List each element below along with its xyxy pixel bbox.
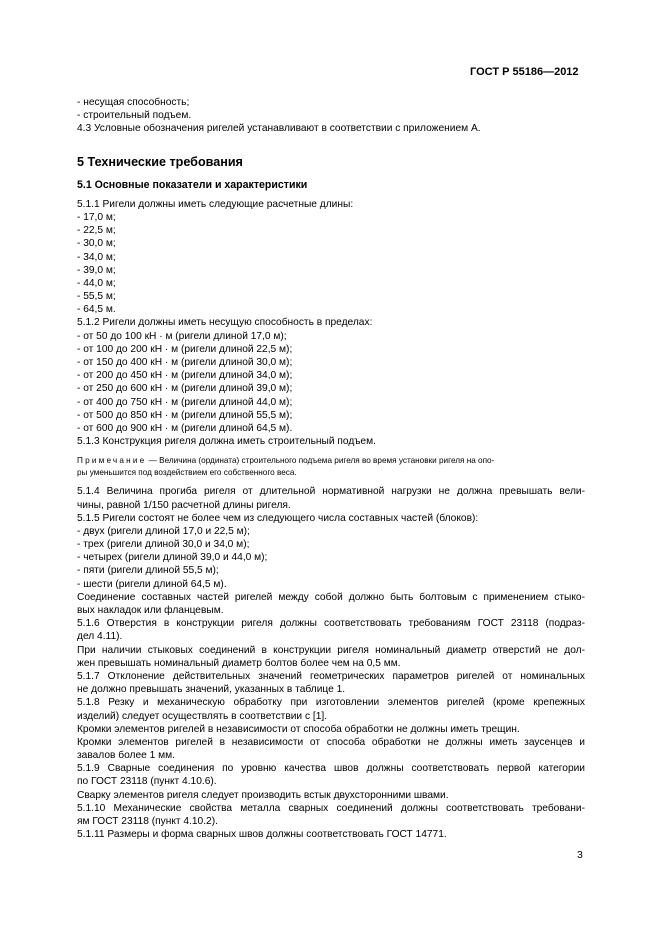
list-item: - от 250 до 600 кН · м (ригели длиной 39,0 м); <box>77 383 293 395</box>
list-item: - пяти (ригели длиной 55,5 м); <box>77 565 219 577</box>
paragraph: ям ГОСТ 23118 (пункт 4.10.2). <box>77 816 218 827</box>
paragraph: Кромки элементов ригелей в независимости от способа обработки не должны иметь трещин. <box>77 723 520 735</box>
paragraph: 5.1.3 Конструкция ригеля должна иметь строительный подъем. <box>77 436 376 448</box>
paragraph: чины, равной 1/150 расчетной длины ригеля. <box>77 499 291 511</box>
page-number: 3 <box>577 849 583 861</box>
paragraph: 5.1.2 Ригели должны иметь несущую способность в пределах: <box>77 317 373 329</box>
paragraph: 5.1.11 Размеры и форма сварных швов должны соответствовать ГОСТ 14771. <box>77 829 447 841</box>
paragraph: жен превышать номинальный диаметр болтов более чем на 0,5 мм. <box>77 657 401 669</box>
list-item: - четырех (ригели длиной 39,0 и 44,0 м); <box>77 552 268 564</box>
list-item: - от 150 до 400 кН · м (ригели длиной 30,0 м); <box>77 357 293 368</box>
paragraph: 5.1.6 Отверстия в конструкции ригеля должны соответствовать требованиям ГОСТ 23118 (подраз- <box>77 618 585 630</box>
list-item: - 30,0 м; <box>77 238 116 250</box>
list-item: - 34,0 м; <box>77 251 116 263</box>
paragraph: дел 4.11). <box>77 631 123 643</box>
note-label: Примечание <box>77 456 147 466</box>
paragraph: Кромки элементов ригелей в независимости от способа обработки не должны иметь заусенцев и <box>77 736 585 748</box>
list-item: - 44,0 м; <box>77 277 116 289</box>
list-item: - несущая способность; <box>77 97 190 108</box>
list-item: - от 100 до 200 кН · м (ригели длиной 22,5 м); <box>77 343 293 355</box>
paragraph: 5.1.9 Сварные соединения по уровню качества швов должны соответствовать первой категории <box>77 763 585 775</box>
paragraph: изделий) следует осуществлять в соответствии с [1]. <box>77 710 328 722</box>
list-item: - 17,0 м; <box>77 211 116 223</box>
paragraph: не должно превышать значений, указанных в таблице 1. <box>77 684 346 696</box>
paragraph: 5.1.5 Ригели состоят не более чем из следующего числа составных частей (блоков): <box>77 512 479 524</box>
paragraph: Сварку элементов ригеля следует производить встык двухсторонними швами. <box>77 789 449 801</box>
paragraph: 5.1.4 Величина прогиба ригеля от длительной нормативной нагрузки не должна превышать вели- <box>77 486 585 498</box>
paragraph: вых накладок или фланцевым. <box>77 605 224 616</box>
paragraph: 4.3 Условные обозначения ригелей устанавливают в соответствии с приложением А. <box>77 123 481 135</box>
note-line: ры уменьшится под воздействием его собственного веса. <box>77 468 297 478</box>
list-item: - 55,5 м; <box>77 291 116 303</box>
paragraph: завалов более 1 мм. <box>77 750 175 762</box>
list-item: - от 500 до 850 кН · м (ригели длиной 55,5 м); <box>77 409 293 421</box>
section-title: 5 Технические требования <box>77 154 243 169</box>
list-item: - от 400 до 750 кН · м (ригели длиной 44,0 м); <box>77 396 293 408</box>
subsection-title: 5.1 Основные показатели и характеристики <box>77 178 308 191</box>
paragraph: 5.1.8 Резку и механическую обработку при изготовлении элементов ригелей (кроме крепежных <box>77 697 585 709</box>
paragraph: 5.1.1 Ригели должны иметь следующие расчетные длины: <box>77 198 354 210</box>
list-item: - 39,0 м; <box>77 264 116 276</box>
paragraph: по ГОСТ 23118 (пункт 4.10.6). <box>77 776 217 788</box>
list-item: - трех (ригели длиной 30,0 и 34,0 м); <box>77 539 250 551</box>
page-body <box>77 96 585 841</box>
note-line <box>77 455 585 467</box>
list-item: - от 50 до 100 кН · м (ригели длиной 17,0 м); <box>77 330 287 342</box>
paragraph: Соединение составных частей ригелей между собой должно быть болтовым с применением стыко- <box>77 591 585 603</box>
list-item: - 64,5 м. <box>77 304 116 316</box>
paragraph: 5.1.7 Отклонение действительных значений геометрических параметров ригелей от номинальных <box>77 670 585 682</box>
list-item: - 22,5 м; <box>77 225 116 237</box>
paragraph: При наличии стыковых соединений в конструкции ригеля номинальный диаметр отверстий не дол- <box>77 644 585 656</box>
list-item: - от 600 до 900 кН · м (ригели длиной 64,5 м). <box>77 422 293 434</box>
list-item: - двух (ригели длиной 17,0 и 22,5 м); <box>77 525 250 537</box>
list-item: - шести (ригели длиной 64,5 м). <box>77 578 227 590</box>
document-header: ГОСТ Р 55186—2012 <box>470 66 579 78</box>
list-item: - строительный подъем. <box>77 110 192 122</box>
note-text: — Величина (ордината) строительного подъема ригеля во время установки ригеля на опо- <box>148 456 495 466</box>
paragraph: 5.1.10 Механические свойства металла сварных соединений должны соответствовать требовани- <box>77 802 585 814</box>
list-item: - от 200 до 450 кН · м (ригели длиной 34,0 м); <box>77 370 293 382</box>
